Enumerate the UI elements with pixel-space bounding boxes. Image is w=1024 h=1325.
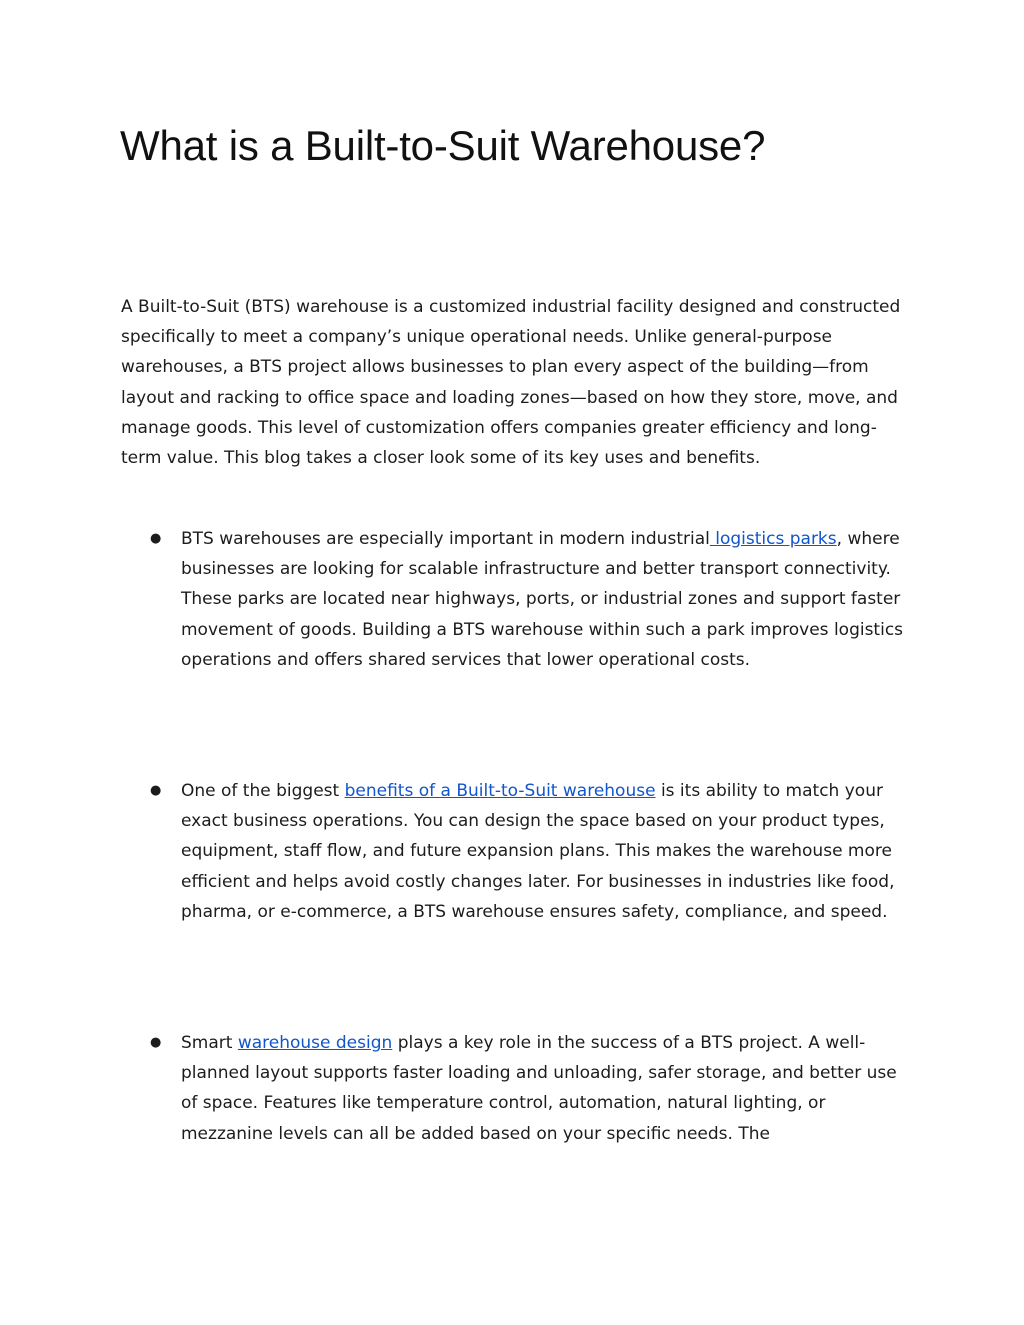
list-item-text-before: Smart xyxy=(181,1033,238,1053)
bullet-icon: ● xyxy=(150,1035,162,1050)
bullet-icon: ● xyxy=(150,783,162,798)
intro-paragraph: A Built-to-Suit (BTS) warehouse is a customized industrial facility designed and constructed specifically to meet a company’s unique operational needs. Unlike general-purpose warehouses, a BTS project allows businesses to plan every aspect of the building—from layout and racking to office space and loading zones—based on how they store, move, and manage goods. This level of customization offers companies greater efficiency and long-term value. This blog takes a closer look some of its key uses and benefits. xyxy=(121,297,901,469)
list-item-text xyxy=(181,524,911,675)
list-item-text-after: is its ability to match your exact business operations. You can design the space based on your product types, equipment, staff flow, and future expansion plans. This makes the warehouse more efficient and helps avoid costly changes later. For businesses in industries like food, pharma, or e-commerce, a BTS warehouse ensures safety, compliance, and speed. xyxy=(181,781,895,922)
list-item-text xyxy=(181,1028,911,1149)
list-item-text xyxy=(181,776,911,927)
page-title: What is a Built-to-Suit Warehouse? xyxy=(120,122,766,169)
warehouse-design-link[interactable]: warehouse design xyxy=(237,1033,393,1053)
bullet-icon: ● xyxy=(150,531,162,546)
bts-benefits-link[interactable]: benefits of a Built-to-Suit warehouse xyxy=(344,781,656,801)
list-item-text-after: , where businesses are looking for scalable infrastructure and better transport connectivity. These parks are located near highways, ports, or industrial zones and support faster movement of goods. Building a BTS warehouse within such a park improves logistics operations and offers shared services that lower operational costs. xyxy=(181,529,904,670)
logistics-parks-link[interactable]: logistics parks xyxy=(709,529,837,549)
list-item-text-after: plays a key role in the success of a BTS project. A well-planned layout supports faster loading and unloading, safer storage, and better use of space. Features like temperature control, automation, natural lighting, or mezzanine levels can all be added based on your specific needs. The xyxy=(181,1033,897,1144)
list-item-text-before: One of the biggest xyxy=(181,781,345,801)
list-item-text-before: BTS warehouses are especially important in modern industrial xyxy=(181,529,710,549)
